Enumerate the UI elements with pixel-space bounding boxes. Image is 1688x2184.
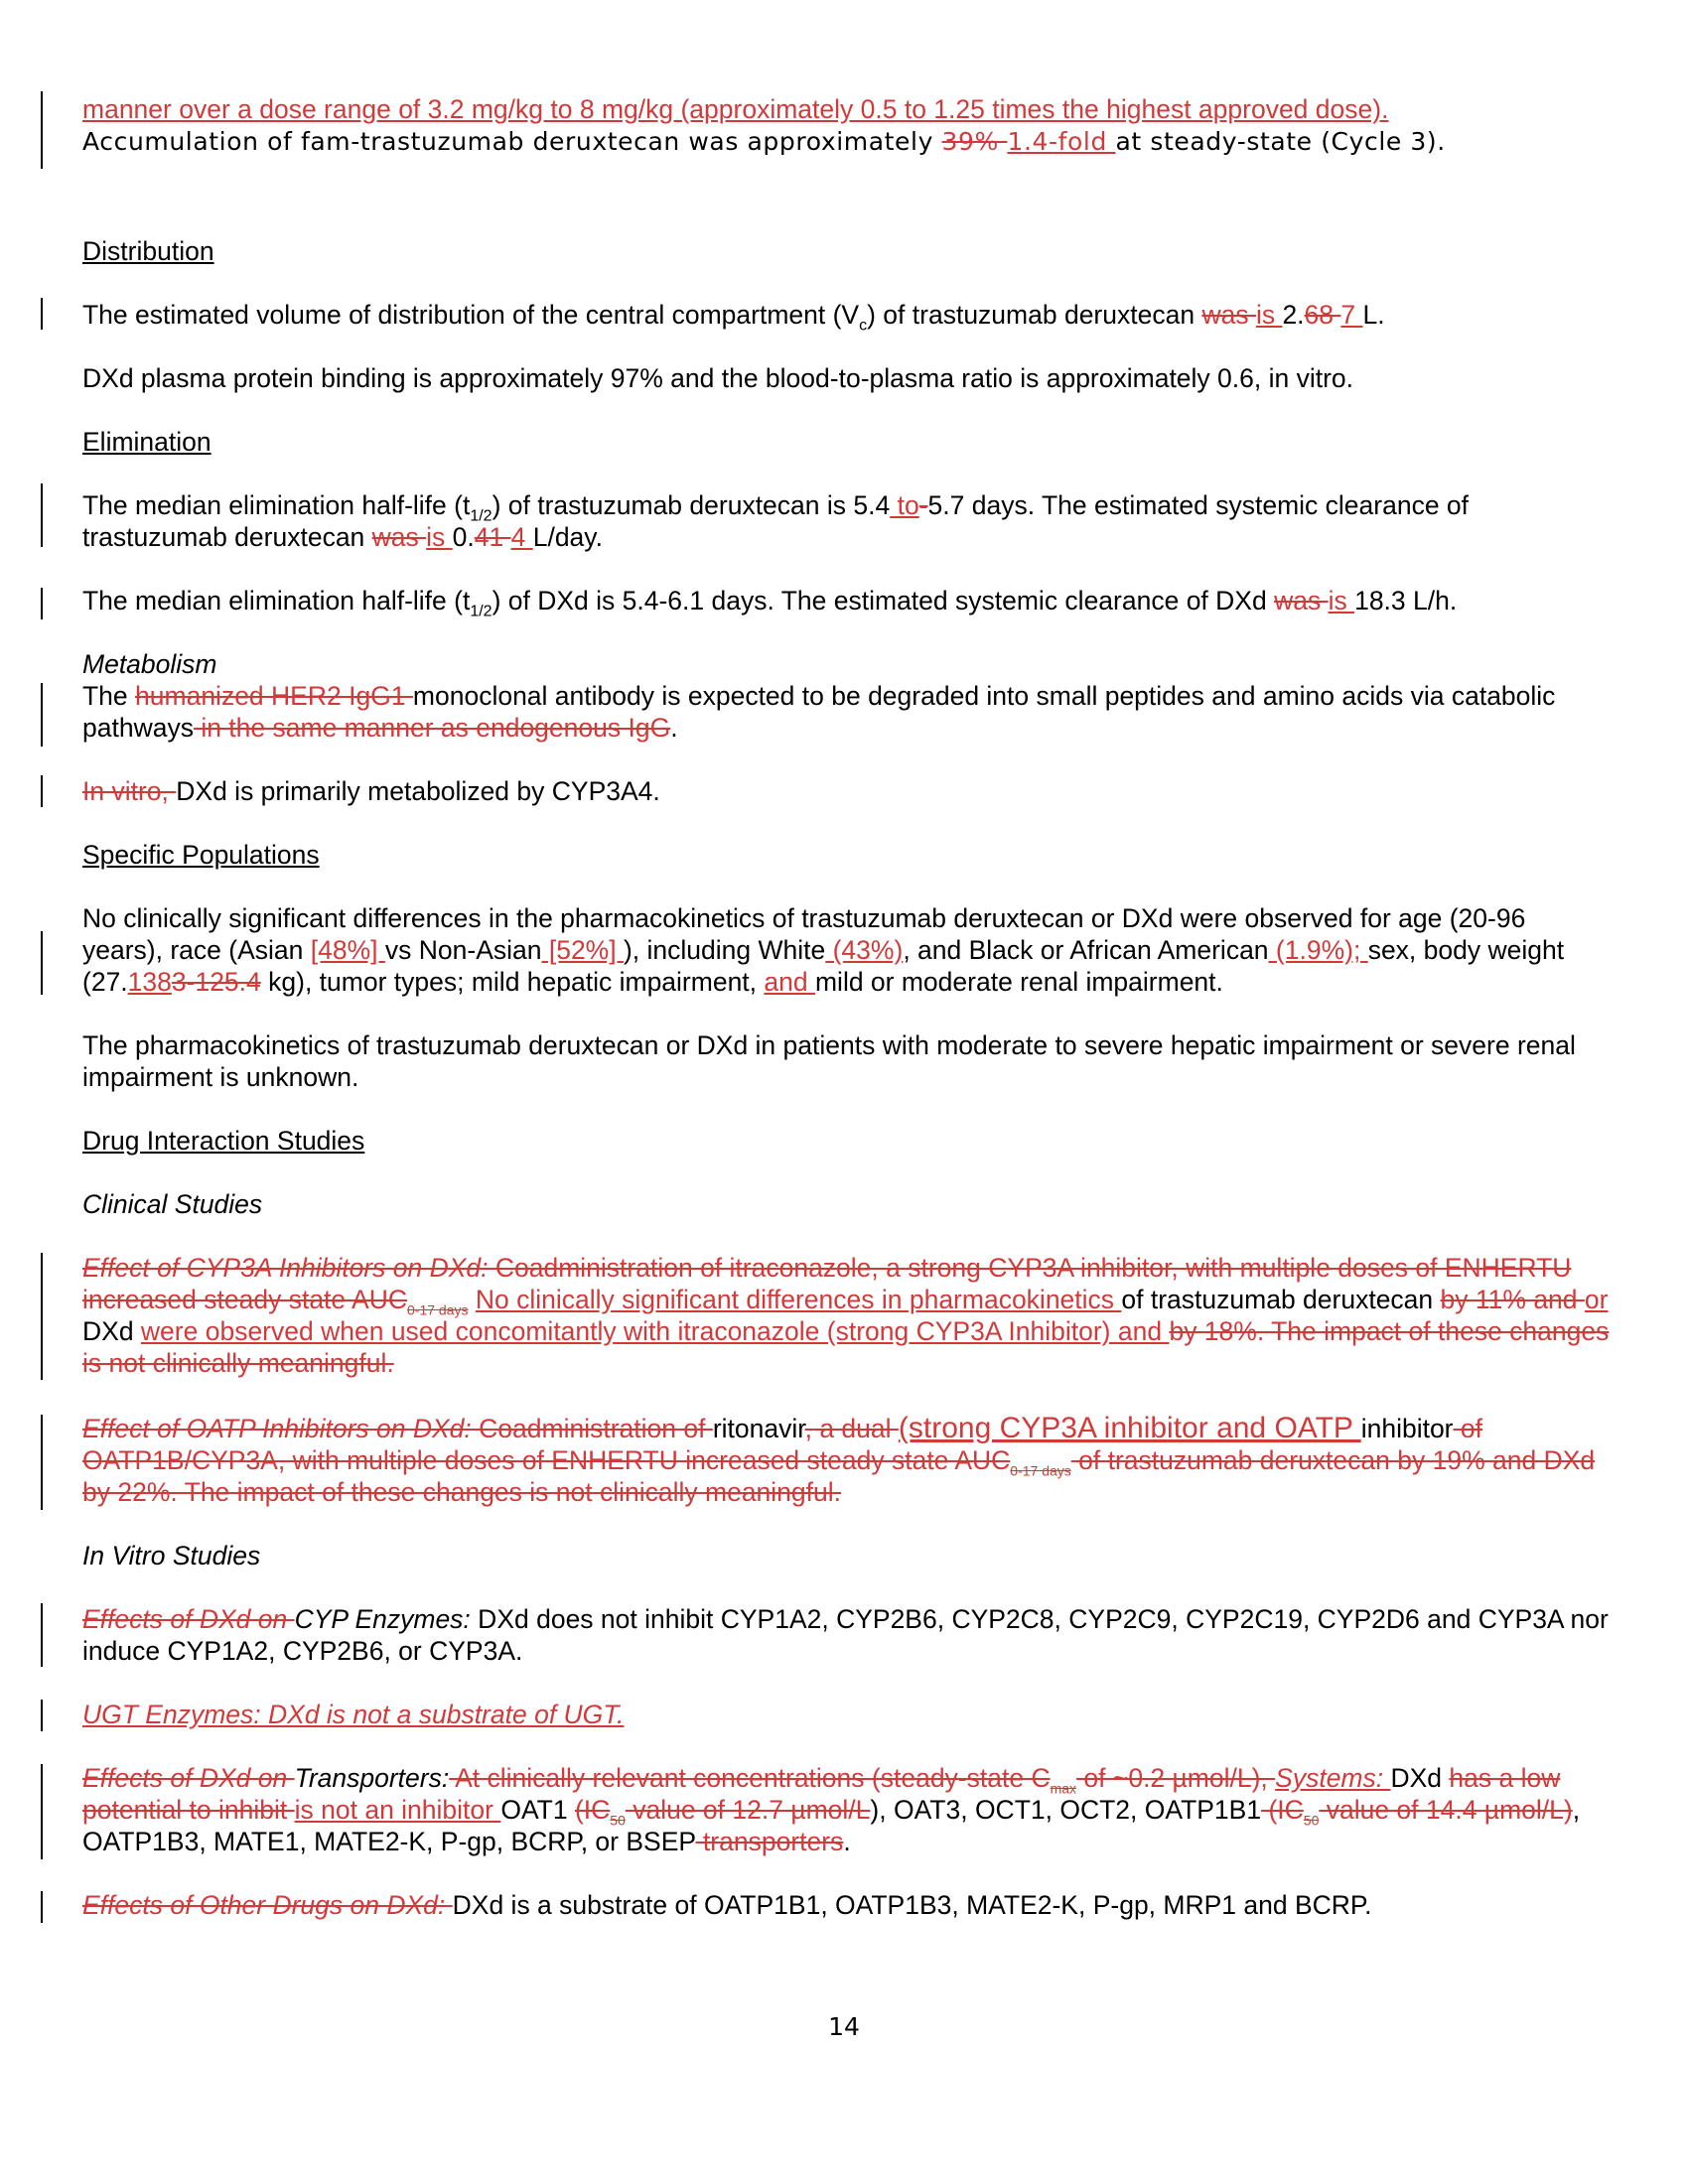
accumulation-sentence: Accumulation of fam-trastuzumab deruxtecan was approximately 39% 1.4-fold at steady-state (Cycle 3). bbox=[82, 127, 1446, 156]
metabolism-heading: Metabolism bbox=[82, 649, 217, 679]
change-bar bbox=[41, 298, 43, 330]
in-vitro-studies-heading: In Vitro Studies bbox=[82, 1541, 261, 1570]
change-bar bbox=[41, 1891, 43, 1923]
elimination-heading: Elimination bbox=[82, 427, 211, 457]
specific-populations-heading: Specific Populations bbox=[82, 840, 320, 870]
ugt-enzymes-paragraph: UGT Enzymes: DXd is not a substrate of UGT. bbox=[82, 1700, 625, 1729]
specific-populations-paragraph-1: No clinically significant differences in the pharmacokinetics of trastuzumab deruxtecan or DXd were observed for age (20-96 years), race (Asian [48%] vs Non-Asian [52%] ), including White (43%), and Black or African American (1.9%); sex, body weight (27.1383-125.4 kg), tumor types; mild hepatic impairment, and mild or moderate renal impairment. bbox=[82, 903, 1565, 997]
cyp3a-inhibitor-paragraph: Effect of CYP3A Inhibitors on DXd: Coadministration of itraconazole, a strong CYP3A inhibitor, with multiple doses of ENHERTU increased steady state $AUC_{0-17 days}$ No clinically significant differences in pharmacokinetics of trastuzumab deruxtecan by 11% and or DXd were observed when used concomitantly with itraconazole (strong CYP3A Inhibitor) and by 18%. The impact of these changes is not clinically meaningful. bbox=[82, 1253, 1610, 1378]
change-bar bbox=[41, 1764, 43, 1859]
other-drugs-paragraph: Effects of Other Drugs on DXd: DXd is a substrate of OATP1B1, OATP1B3, MATE2-K, P-gp, MRP1 and BCRP. bbox=[82, 1890, 1372, 1920]
change-bar bbox=[41, 683, 43, 747]
distribution-paragraph-1: The estimated volume of distribution of the central compartment $(V_c)$ of trastuzumab deruxtecan was is 2.68 7 L. bbox=[82, 300, 1385, 335]
metabolism-paragraph-2: In vitro, DXd is primarily metabolized by CYP3A4. bbox=[82, 776, 660, 806]
change-bar bbox=[41, 483, 43, 547]
change-bar bbox=[41, 91, 43, 169]
transporters-paragraph: Effects of DXd on Transporters: At clinically relevant concentrations (steady-state $C_{max}$ of ~0.2 µmol/L), Systems: DXd has a low potential to inhibit is not an inhibitor OAT1 ($IC_{50}$ value of 12.7 µmol/L), OAT3, OCT1, OCT2, OATP1B1 ($IC_{50}$ value of 14.4 µmol/L), OATP1B3, MATE1, MATE2-K, P-gp, BCRP, or BSEP transporters. bbox=[82, 1763, 1581, 1856]
specific-populations-paragraph-2: The pharmacokinetics of trastuzumab deruxtecan or DXd in patients with moderate to severe hepatic impairment or severe renal impairment is unknown. bbox=[82, 1030, 1576, 1092]
inserted-text: 1.4-fold bbox=[1007, 127, 1116, 156]
elimination-paragraph-1: The median elimination half-life $(t_{1/2})$ of trastuzumab deruxtecan is 5.4 to-5.7 days. The estimated systemic clearance of trastuzumab deruxtecan was is 0.41 4 L/day. bbox=[82, 490, 1470, 552]
clinical-studies-heading: Clinical Studies bbox=[82, 1189, 263, 1219]
change-bar bbox=[41, 588, 43, 619]
distribution-heading: Distribution bbox=[82, 236, 214, 266]
carryover-paragraph bbox=[82, 93, 1612, 158]
change-bar bbox=[41, 1700, 43, 1731]
inserted-text: manner over a dose range of 3.2 mg/kg to 8 mg/kg (approximately 0.5 to 1.25 times the highest approved dose). bbox=[82, 94, 1389, 124]
oatp-inhibitor-paragraph: Effect of OATP Inhibitors on DXd: Coadministration of ritonavir, a dual (strong CYP3A inhibitor and OATP inhibitor of OATP1B/CYP3A, with multiple doses of ENHERTU increased steady state $AUC_{0-17 days}$ of trastuzumab deruxtecan by 19% and DXd by 22%. The impact of these changes is not clinically meaningful. bbox=[82, 1412, 1596, 1507]
metabolism-paragraph-1: The humanized HER2 IgG1 monoclonal antibody is expected to be degraded into small peptides and amino acids via catabolic pathways in the same manner as endogenous IgG. bbox=[82, 681, 1556, 743]
deleted-text: 39% bbox=[941, 127, 1008, 156]
change-bar bbox=[41, 1253, 43, 1380]
cyp-enzymes-paragraph: Effects of DXd on CYP Enzymes: DXd does not inhibit CYP1A2, CYP2B6, CYP2C8, CYP2C9, CYP2C19, CYP2D6 and CYP3A nor induce CYP1A2, CYP2B6, or CYP3A. bbox=[82, 1604, 1609, 1666]
distribution-paragraph-2: DXd plasma protein binding is approximately 97% and the blood-to-plasma ratio is approximately 0.6, in vitro. bbox=[82, 363, 1354, 393]
elimination-paragraph-2: The median elimination half-life $(t_{1/2})$ of DXd is 5.4-6.1 days. The estimated systemic clearance of DXd was is 18.3 L/h. bbox=[82, 586, 1458, 620]
change-bar bbox=[41, 775, 43, 807]
change-bar bbox=[41, 1415, 43, 1510]
page-number: 14 bbox=[828, 2012, 860, 2041]
change-bar bbox=[41, 1603, 43, 1667]
change-bar bbox=[41, 931, 43, 995]
drug-interaction-heading: Drug Interaction Studies bbox=[82, 1126, 365, 1156]
